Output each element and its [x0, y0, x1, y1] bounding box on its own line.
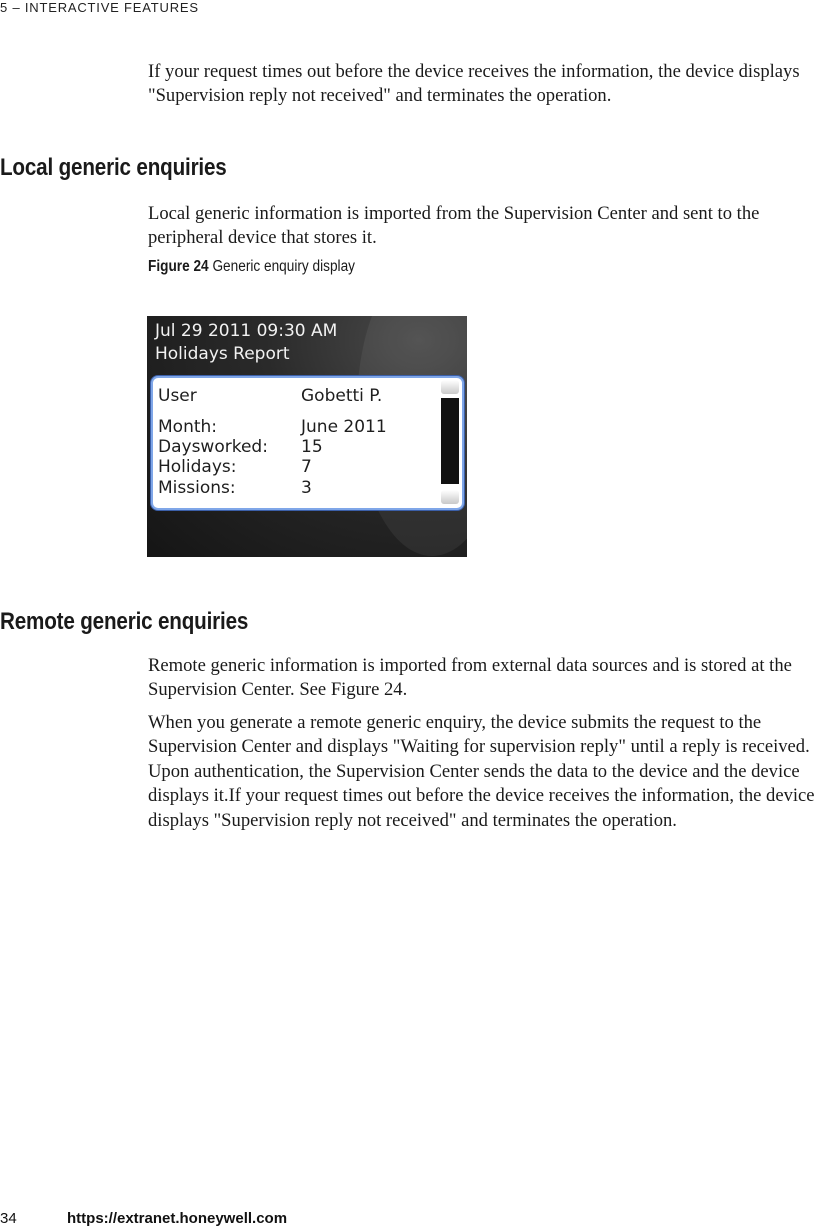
report-scrollbar[interactable]	[441, 380, 459, 504]
page-number: 34	[0, 1210, 17, 1227]
row-label: Missions:	[158, 478, 236, 498]
footer-url-link[interactable]: https://extranet.honeywell.com	[67, 1210, 288, 1227]
scroll-down-button[interactable]	[441, 490, 459, 504]
remote-enquiries-paragraph-1: Remote generic information is imported from external data sources and is stored at the Supervision Center. See Figure 24.	[148, 655, 792, 701]
report-row-daysworked	[158, 437, 323, 457]
remote-enquiries-paragraph-2: When you generate a remote generic enquiry, the device submits the request to the Supervision Center and displays "Waiting for supervision reply" until a reply is received. Upon authentication, the Supervision Center sends the data to the device and the device displays it.If your request times out before the device receives the information, the device displays "Supervision reply not received" and terminates the operation.	[148, 712, 815, 831]
row-value: Gobetti P.	[301, 386, 383, 406]
scroll-track[interactable]	[441, 398, 459, 484]
row-value: 3	[301, 478, 312, 498]
screen-datetime: Jul 29 2011 09:30 AM	[155, 321, 338, 341]
intro-paragraph: If your request times out before the device receives the information, the device displays "Supervision reply not received" and terminates the operation.	[148, 61, 800, 107]
figure-caption	[148, 258, 355, 276]
row-label: Month:	[158, 417, 218, 437]
figure-caption-text: Generic enquiry display	[212, 258, 355, 275]
row-value: June 2011	[301, 417, 387, 437]
row-label: User	[158, 386, 197, 406]
local-enquiries-paragraph: Local generic information is imported from the Supervision Center and sent to the peripheral device that stores it.	[148, 203, 760, 249]
report-row-holidays	[158, 457, 312, 477]
device-screen-figure	[147, 316, 467, 557]
row-value: 7	[301, 457, 312, 477]
remote-enquiries-heading: Remote generic enquiries	[0, 608, 249, 635]
report-row-missions	[158, 478, 312, 498]
running-header: 5 – INTERACTIVE FEATURES	[0, 0, 199, 15]
report-row-month	[158, 417, 387, 437]
report-row-user	[158, 386, 383, 406]
scroll-up-button[interactable]	[441, 380, 459, 394]
report-panel	[151, 376, 464, 510]
local-enquiries-heading: Local generic enquiries	[0, 154, 227, 181]
row-value: 15	[301, 437, 323, 457]
row-label: Daysworked:	[158, 437, 268, 457]
screen-report-title: Holidays Report	[155, 344, 290, 364]
row-label: Holidays:	[158, 457, 237, 477]
figure-label: Figure 24	[148, 258, 209, 275]
